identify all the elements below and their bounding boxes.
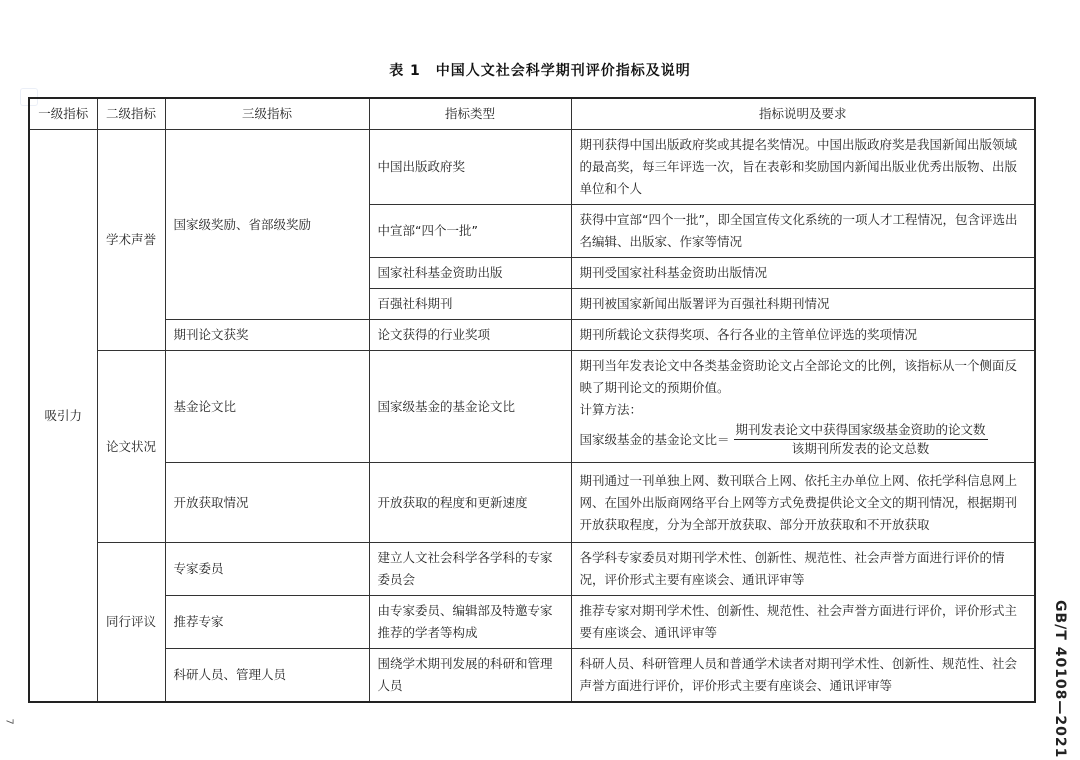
- desc-recommend: 推荐专家对期刊学术性、创新性、规范性、社会声誉方面进行评价，评价形式主要有座谈会、通讯评审等: [571, 596, 1035, 649]
- level3-awards: 国家级奖励、省部级奖励: [165, 130, 369, 320]
- type-fund-ratio: 国家级基金的基金论文比: [369, 351, 571, 463]
- header-desc: 指标说明及要求: [571, 98, 1035, 130]
- type-four-one: 中宣部“四个一批”: [369, 205, 571, 258]
- level3-expert-committee: 专家委员: [165, 543, 369, 596]
- table-header-row: [29, 98, 1035, 130]
- group-academic: 学术声誉: [97, 130, 165, 351]
- desc-calc-label: 计算方法：: [579, 402, 643, 417]
- desc-four-one: 获得中宣部“四个一批”，即全国宣传文化系统的一项人才工程情况，包含评选出名编辑、出版家、作家等情况: [571, 205, 1035, 258]
- indicator-table: [28, 97, 1036, 703]
- type-gov-award: 中国出版政府奖: [369, 130, 571, 205]
- level1-cell: 吸引力: [29, 130, 97, 703]
- header-level1: 一级指标: [29, 98, 97, 130]
- fund-ratio-formula: [580, 421, 988, 458]
- level3-researchers: 科研人员、管理人员: [165, 649, 369, 703]
- table-title: 表 1 中国人文社会科学期刊评价指标及说明: [389, 63, 691, 79]
- group-peer: 同行评议: [97, 543, 165, 703]
- type-experts: 建立人文社会科学各学科的专家委员会: [369, 543, 571, 596]
- level3-paper-award: 期刊论文获奖: [165, 320, 369, 351]
- table-row: [29, 463, 1035, 543]
- level3-open-access: 开放获取情况: [165, 463, 369, 543]
- standard-code: GB/T 40108—2021: [1052, 600, 1068, 759]
- desc-gov-award: 期刊获得中国出版政府奖或其提名奖情况。中国出版政府奖是我国新闻出版领域的最高奖，每三年评选一次，旨在表彰和奖励国内新闻出版业优秀出版物、出版单位和个人: [571, 130, 1035, 205]
- table-row: [29, 320, 1035, 351]
- type-recommend: 由专家委员、编辑部及特邀专家推荐的学者等构成: [369, 596, 571, 649]
- table-row: [29, 649, 1035, 703]
- desc-top100: 期刊被国家新闻出版署评为百强社科期刊情况: [571, 289, 1035, 320]
- type-top100: 百强社科期刊: [369, 289, 571, 320]
- type-industry-award: 论文获得的行业奖项: [369, 320, 571, 351]
- header-level2: 二级指标: [97, 98, 165, 130]
- table-row: [29, 543, 1035, 596]
- table-row: [29, 596, 1035, 649]
- formula-denominator: 该期刊所发表的论文总数: [791, 441, 930, 456]
- level3-recommend-expert: 推荐专家: [165, 596, 369, 649]
- table-row: [29, 351, 1035, 463]
- desc-fund-ratio-cell: [571, 351, 1035, 463]
- page-number: 7: [3, 718, 15, 725]
- type-fund-publish: 国家社科基金资助出版: [369, 258, 571, 289]
- header-level3: 三级指标: [165, 98, 369, 130]
- level3-fund-ratio: 基金论文比: [165, 351, 369, 463]
- desc-fund-ratio: 期刊当年发表论文中各类基金资助论文占全部论文的比例，该指标从一个侧面反映了期刊论文的预期价值。: [579, 358, 1018, 395]
- type-researchers: 围绕学术期刊发展的科研和管理人员: [369, 649, 571, 703]
- type-open-speed: 开放获取的程度和更新速度: [369, 463, 571, 543]
- group-paper: 论文状况: [97, 351, 165, 543]
- desc-fund-publish: 期刊受国家社科基金资助出版情况: [571, 258, 1035, 289]
- desc-experts: 各学科专家委员对期刊学术性、创新性、规范性、社会声誉方面进行评价的情况，评价形式主要有座谈会、通讯评审等: [571, 543, 1035, 596]
- header-type: 指标类型: [369, 98, 571, 130]
- formula-fraction: [734, 421, 988, 458]
- formula-left: 国家级基金的基金论文比＝: [579, 431, 730, 447]
- table-row: [29, 130, 1035, 205]
- desc-researchers: 科研人员、科研管理人员和普通学术读者对期刊学术性、创新性、规范性、社会声誉方面进行评价，评价形式主要有座谈会、通讯评审等: [571, 649, 1035, 703]
- desc-open-access: 期刊通过一刊单独上网、数刊联合上网、依托主办单位上网、依托学科信息网上网、在国外出版商网络平台上网等方式免费提供论文全文的期刊情况，根据期刊开放获取程度，分为全部开放获取、部分开放获取和不开放获取: [571, 463, 1035, 543]
- desc-industry-award: 期刊所载论文获得奖项、各行各业的主管单位评选的奖项情况: [571, 320, 1035, 351]
- formula-numerator: 期刊发表论文中获得国家级基金资助的论文数: [734, 421, 988, 440]
